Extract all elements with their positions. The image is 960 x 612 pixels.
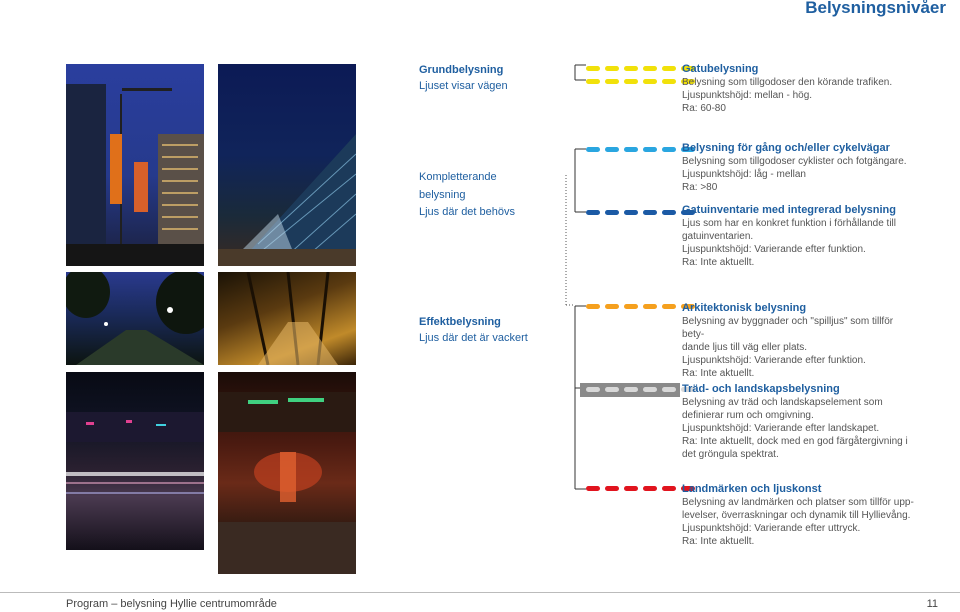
photo-glass-building-night [218, 64, 356, 266]
item-line: Ljus som har en konkret funktion i förhållande till [682, 218, 897, 229]
item-heading: Gatubelysning [682, 63, 759, 75]
dash-line-light-blue [586, 147, 695, 153]
item-line: Belysning som tillgodoser den körande trafiken. [682, 77, 893, 88]
item-landmarken [682, 482, 914, 548]
item-line: Ra: >80 [682, 182, 718, 193]
item-trad-landskap [682, 382, 914, 461]
category-title: Effektbelysning [419, 316, 501, 328]
dash-line-dark-blue [586, 210, 695, 216]
item-line: gatuinventarien. [682, 231, 754, 242]
item-line: Belysning av landmärken och platser som tillför upp- [682, 497, 914, 508]
photo-lit-tree-avenue [218, 272, 356, 365]
item-line: Belysning av byggnader och "spilljus" som tillför bety- [682, 316, 894, 340]
category-title: Kompletterande belysning [419, 171, 497, 201]
item-line: Ljuspunktshöjd: Varierande efter landskapet. [682, 423, 880, 434]
dash-line-orange [586, 304, 695, 310]
item-line: dande ljus till väg eller plats. [682, 342, 808, 353]
category-kompletterande [419, 168, 529, 220]
item-line: Ra: 60-80 [682, 103, 726, 114]
photo-square-fountain-night [218, 372, 356, 574]
item-line: Ra: Inte aktuellt. [682, 536, 755, 547]
item-gang-cykel [682, 141, 914, 194]
item-heading: Belysning för gång och/eller cykelvägar [682, 142, 890, 154]
item-arkitektonisk [682, 301, 914, 380]
item-heading: Landmärken och ljuskonst [682, 483, 822, 495]
item-line: Ljuspunktshöjd: Varierande efter uttryck. [682, 523, 861, 534]
item-line: Ra: Inte aktuellt. [682, 368, 755, 379]
dash-line-gray [586, 387, 695, 393]
photo-park-path-lamps [66, 272, 204, 365]
category-subtitle: Ljus där det är vackert [419, 332, 528, 344]
item-gatubelysning [682, 62, 914, 115]
item-line: Ljuspunktshöjd: Varierande efter funktion. [682, 244, 866, 255]
dash-line-yellow [586, 66, 695, 72]
item-line: det gröngula spektrat. [682, 449, 779, 460]
category-subtitle: Ljus där det behövs [419, 206, 516, 218]
page-title: Belysningsnivåer [805, 0, 946, 17]
item-line: Belysning av träd och landskapselement som [682, 397, 883, 408]
category-subtitle: Ljuset visar vägen [419, 80, 508, 92]
connector-brackets [560, 60, 590, 500]
photo-waterfront-night-lights [66, 372, 204, 550]
item-gatuinventarie [682, 203, 914, 269]
category-grundbelysning [419, 62, 508, 94]
item-line: Ra: Inte aktuellt. [682, 257, 755, 268]
item-heading: Arkitektonisk belysning [682, 302, 807, 314]
item-line: Ljuspunktshöjd: mellan - hög. [682, 90, 813, 101]
item-line: Ra: Inte aktuellt, dock med en god färgåtergivning i [682, 436, 908, 447]
category-title: Grundbelysning [419, 64, 504, 76]
item-heading: Träd- och landskapsbelysning [682, 383, 840, 395]
photo-city-tower-banners [66, 64, 204, 266]
item-heading: Gatuinventarie med integrerad belysning [682, 204, 896, 216]
dash-line-yellow-2 [586, 79, 695, 85]
dash-line-red [586, 486, 695, 492]
item-line: definierar rum och omgivning. [682, 410, 814, 421]
item-line: levelser, överraskningar och dynamik till Hyllievång. [682, 510, 911, 521]
item-line: Ljuspunktshöjd: Varierande efter funktion. [682, 355, 866, 366]
item-line: Belysning som tillgodoser cyklister och fotgängare. [682, 156, 907, 167]
page-number: 11 [926, 598, 938, 610]
category-effektbelysning [419, 314, 528, 346]
footer-document-title: Program – belysning Hyllie centrumområde [66, 598, 277, 610]
item-line: Ljuspunktshöjd: låg - mellan [682, 169, 806, 180]
footer-divider [0, 592, 960, 593]
